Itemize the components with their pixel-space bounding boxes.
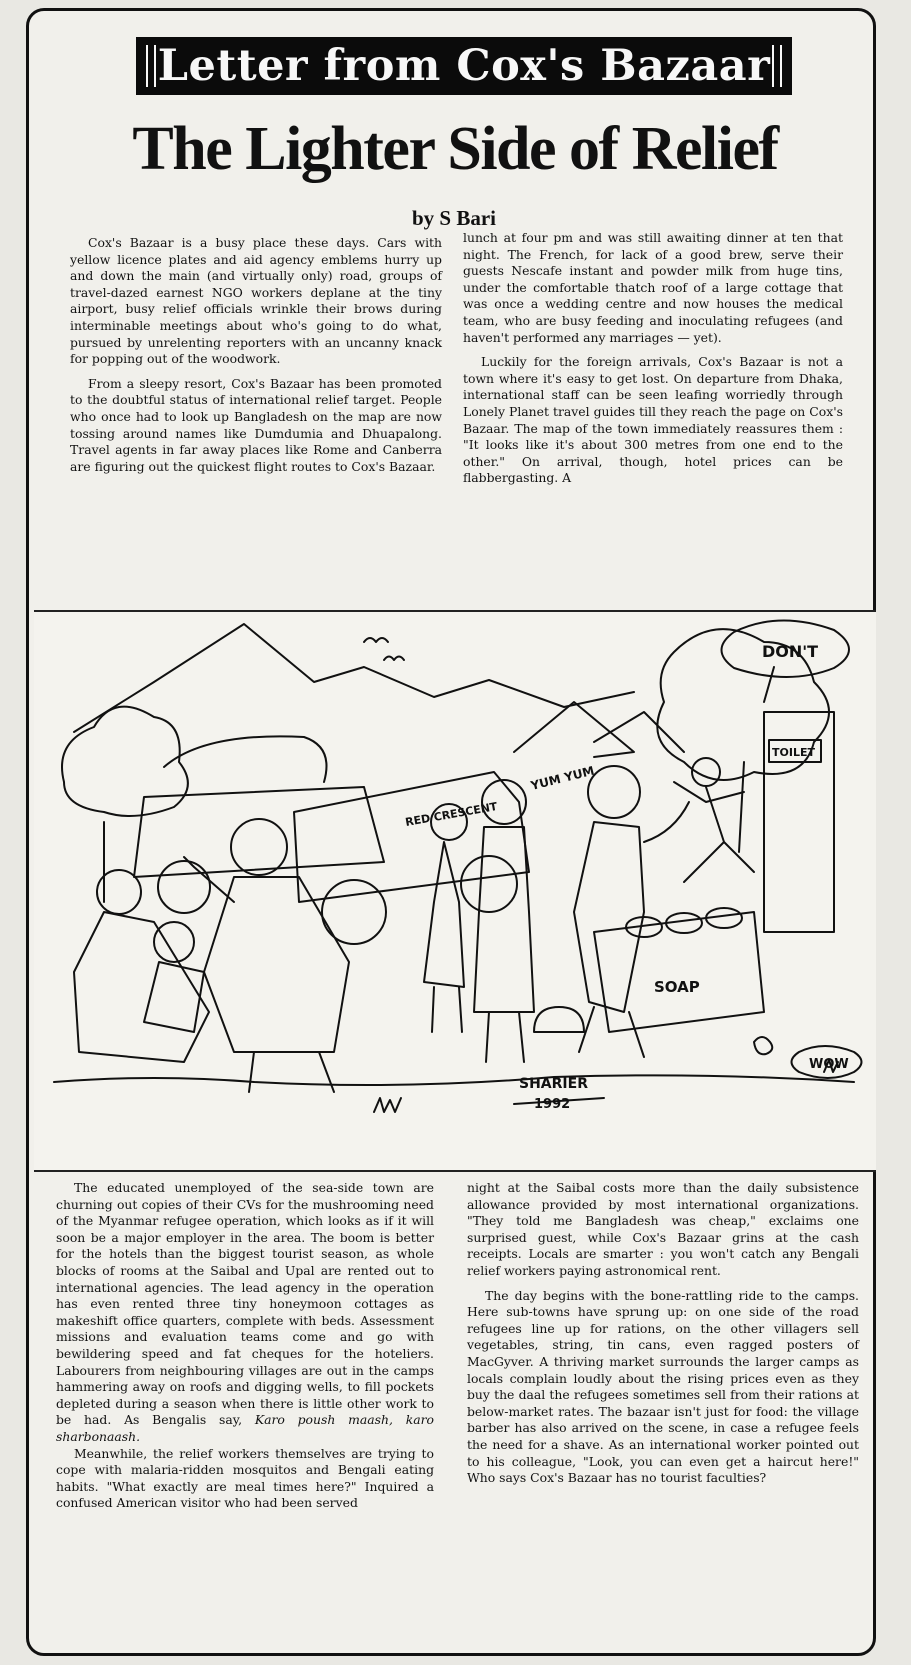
bubble-text: DON'T — [762, 642, 819, 661]
paragraph: Cox's Bazaar is a busy place these days. Cars with yellow licence plates and aid agency emblems hurry up and down the main (and virtually only) road, groups of travel-dazed earnest NGO workers deplane at the tiny airport, busy relief officials wrinkle their brows during interminable meetings about who's going to do what, pursued by unrelenting reporters with an uncanny knack for popping out of the woodwork. — [70, 235, 442, 367]
column-bottom-right — [467, 1180, 859, 1650]
soap-label: SOAP — [654, 978, 700, 996]
luggage-rack — [164, 736, 327, 782]
toilet-sign-text: TOILET — [772, 746, 815, 759]
paragraph: Meanwhile, the relief workers themselves are trying to cope with malaria-ridden mosquitos and Bengali eating habits. "What exactly are meal times here?" Inquired a confused American visitor who had been served — [56, 1445, 434, 1511]
paragraph-text: The educated unemployed of the sea-side town are churning out copies of their CVs for the mushrooming need of the Myanmar refugee operation, which looks as if it will soon be a major employer in the area. The boom is better for the hotels than the biggest tourist season, as whole blocks of rooms at the Saibal and Upal are rented out to international agencies. The lead agency in the operation has even rented three tiny honeymoon cottages as makeshift office quarters, complete with beds. Assessment missions and evaluation teams come and go with bewildering speed and fat cheques for the hoteliers. Labourers from neighbouring villages are out in the camps hammering away on roofs and digging wells, to fill pockets depleted during a season when there is little other work to be had. As Bengalis say, — [56, 1180, 434, 1428]
paragraph: From a sleepy resort, Cox's Bazaar has been promoted to the doubtful status of international relief target. People who once had to look up Bangladesh on the map are now tossing around names like Dumdumia and Dhuapalong. Travel agents in far away places like Rome and Canberra are figuring out the quickest flight routes to Cox's Bazaar. — [70, 375, 442, 474]
bird-icon — [364, 638, 388, 642]
soap-box — [594, 912, 764, 1032]
yum-text: YUM YUM — [529, 763, 596, 793]
bird-icon — [384, 657, 404, 661]
paragraph: lunch at four pm and was still awaiting dinner at ten that night. The French, for lack of a good brew, serve their guests Nescafe instant and powder milk from huge tins, under the comfortable thatch roof of a large cottage that was once a wedding centre and now houses the medical team, who are busy feeding and inoculating refugees (and haven't performed any marriages — yet). — [463, 230, 843, 345]
tent-icon — [594, 712, 684, 752]
column-bottom-left — [56, 1180, 434, 1650]
person-head — [588, 766, 640, 818]
tree-icon — [62, 707, 188, 816]
ground-line — [54, 1075, 854, 1085]
wow-text: WOW — [809, 1057, 849, 1072]
relief-worker — [574, 822, 644, 1012]
headline: The Lighter Side of Relief — [132, 115, 778, 183]
refugee-man — [474, 827, 534, 1012]
column-top-left — [70, 235, 442, 590]
frog-icon — [754, 1037, 772, 1054]
artist-year: 1992 — [534, 1097, 571, 1112]
jeep — [294, 772, 529, 902]
grass — [374, 1098, 401, 1112]
bengali-saying: Karo poush maash, karo sharbonaash. — [56, 1412, 434, 1444]
editorial-cartoon — [34, 610, 876, 1172]
toilet-stall — [764, 712, 834, 932]
mountain-range — [74, 624, 634, 732]
kettle-icon — [534, 1007, 584, 1032]
child — [144, 962, 204, 1032]
cartoon-drawing — [34, 612, 876, 1170]
paragraph: The day begins with the bone-rattling ride to the camps. Here sub-towns have sprung up: on one side of the road refugees line up for rations, on the other villagers sell vegetables, string, tin cans, even ragged posters of MacGyver. A thriving market surrounds the larger camps as locals complain loudly about the rising prices even as they buy the daal the refugees sometimes sell from their rations at below-market rates. The bazaar isn't just for food: the village barber has also arrived on the scene, in case a refugee feels the need for a shave. As an international worker pointed out to his colleague, "Look, you can even get a haircut here!" Who says Cox's Bazaar has no tourist faculties? — [467, 1287, 859, 1486]
artist-signature: SHARIER — [519, 1076, 588, 1092]
mother — [74, 912, 209, 1062]
section-kicker: Letter from Cox's Bazaar — [136, 37, 792, 95]
jeep-label: RED CRESCENT — [404, 799, 499, 829]
byline: by S Bari — [412, 206, 497, 230]
paragraph: Luckily for the foreign arrivals, Cox's Bazaar is not a town where it's easy to get lost. On departure from Dhaka, international staff can be seen leafing worriedly through Lonely Planet travel guides till they reach the page on Cox's Bazaar. The map of the town immediately reassures them : "It looks like it's about 300 metres from one end to the other." On arrival, though, hotel prices can be flabbergasting. A — [463, 354, 843, 486]
column-top-right — [463, 230, 843, 590]
refugee-child — [424, 842, 464, 987]
paragraph: night at the Saibal costs more than the daily subsistence allowance provided by most international organizations. "They told me Bangladesh was cheap," exclaims one surprised guest, while Cox's Bazaar grins at the cash receipts. Locals are smarter : you won't catch any Bengali relief workers paying astronomical rent. — [467, 1180, 859, 1278]
person-head — [231, 819, 287, 875]
doctor — [204, 877, 349, 1052]
paragraph — [56, 1180, 434, 1446]
wheel-icon — [461, 856, 517, 912]
wheel-icon — [158, 861, 210, 913]
wheel-icon — [322, 880, 386, 944]
